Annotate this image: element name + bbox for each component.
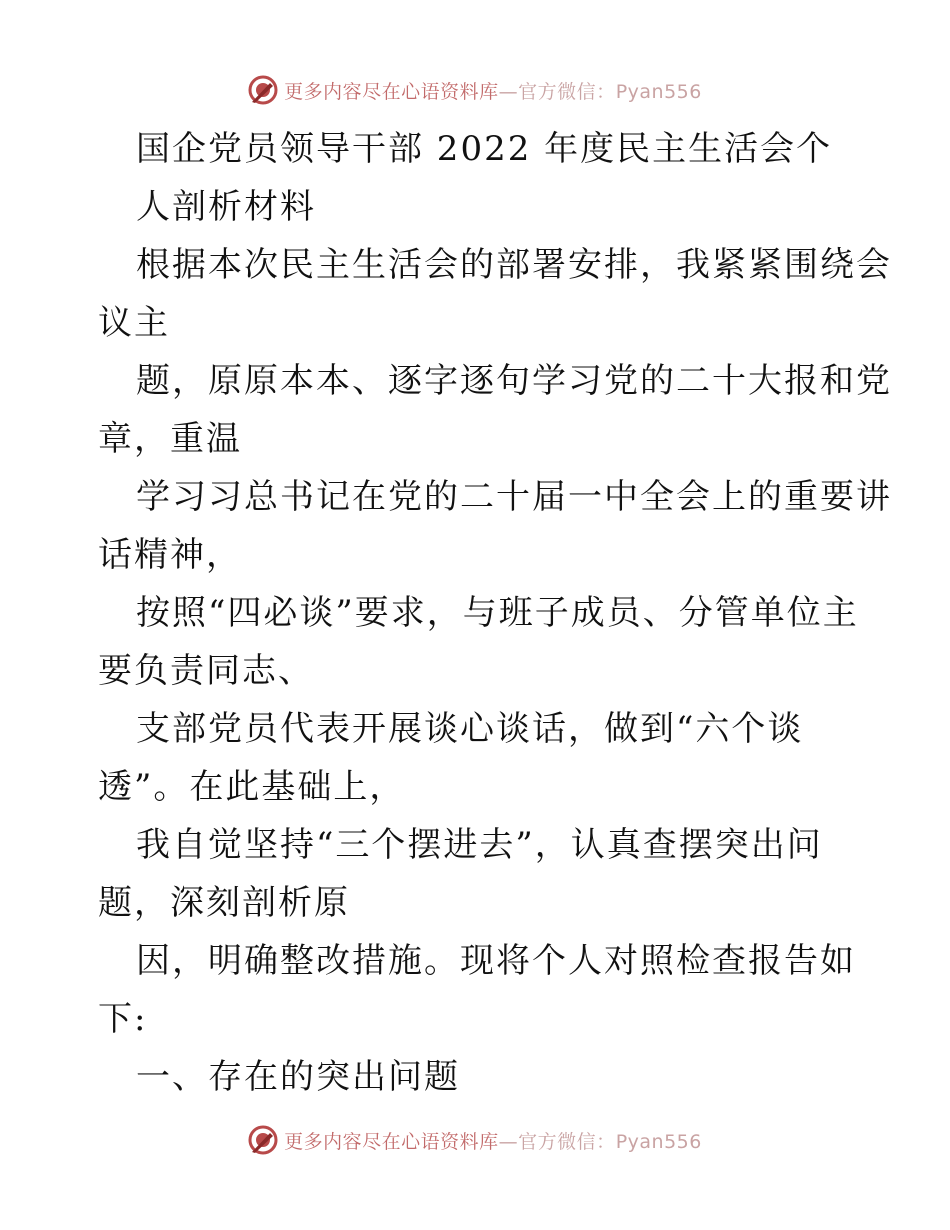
paragraph-line: 因，明确整改措施。现将个人对照检查报告如 (136, 941, 856, 981)
paragraph-line: 话精神， (98, 535, 242, 575)
watermark-official-text: 官方微信： (518, 80, 616, 103)
document-title-line-2: 人剖析材料 (136, 187, 316, 227)
paragraph-line: 下: (98, 999, 148, 1039)
paragraph-line: 支部党员代表开展谈心谈话，做到“六个谈 (136, 709, 804, 749)
paragraph-line: 学习习总书记在党的二十届一中全会上的重要讲 (136, 477, 892, 517)
paragraph-line: 根据本次民主生活会的部署安排，我紧紧围绕会 (136, 245, 892, 285)
paragraph-line: 我自觉坚持“三个摆进去”，认真查摆突出问 (136, 825, 823, 865)
watermark-site-text: 更多内容尽在心语资料库 (284, 80, 499, 103)
watermark-text (284, 1127, 702, 1154)
document-title-line-1: 国企党员领导干部 2022 年度民主生活会个 (136, 129, 833, 169)
paragraph-line: 章，重温 (98, 419, 242, 459)
watermark-text (284, 77, 702, 104)
watermark-dash: — (498, 1130, 519, 1153)
document-body (98, 120, 892, 1106)
pen-logo-icon (248, 75, 278, 105)
paragraph-line: 题，原原本本、逐字逐句学习党的二十大报和党 (136, 361, 892, 401)
paragraph-line: 要负责同志、 (98, 651, 314, 691)
pen-logo-icon (248, 1125, 278, 1155)
watermark-wechat-id: Pyan556 (615, 80, 702, 103)
paragraph-line: 按照“四必谈”要求，与班子成员、分管单位主 (136, 593, 859, 633)
watermark-footer (0, 1120, 950, 1160)
section-heading: 一、存在的突出问题 (136, 1057, 460, 1097)
watermark-wechat-id: Pyan556 (615, 1130, 702, 1153)
watermark-dash: — (498, 80, 519, 103)
paragraph-line: 议主 (98, 303, 170, 343)
paragraph-line: 题，深刻剖析原 (98, 883, 350, 923)
watermark-site-text: 更多内容尽在心语资料库 (284, 1130, 499, 1153)
watermark-official-text: 官方微信： (518, 1130, 616, 1153)
watermark-header (0, 70, 950, 110)
paragraph-line: 透”。在此基础上， (98, 767, 406, 807)
